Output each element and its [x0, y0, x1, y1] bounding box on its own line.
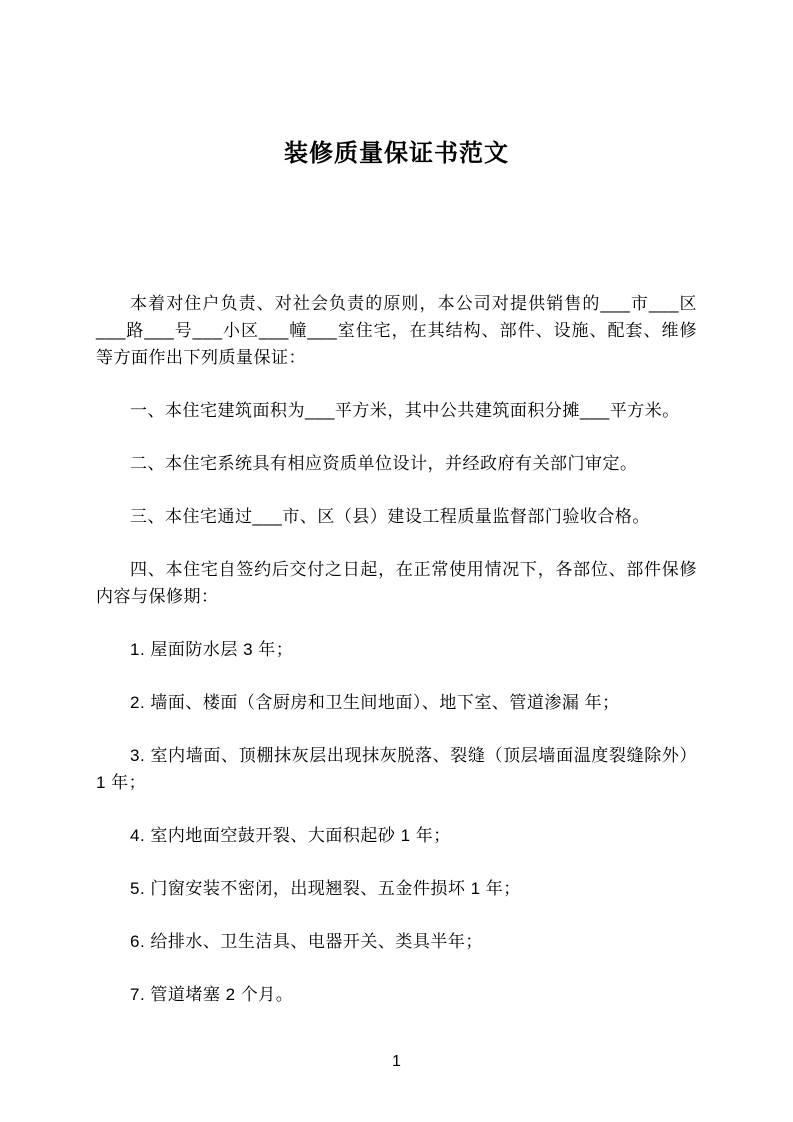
- list-item-4: 4. 室内地面空鼓开裂、大面积起砂 1 年；: [130, 826, 451, 845]
- document-title: 装修质量保证书范文: [284, 140, 509, 167]
- paragraph-clause-2: 二、本住宅系统具有相应资质单位设计，并经政府有关部门审定。: [130, 454, 638, 473]
- paragraph-clause-4: 四、本住宅自签约后交付之日起，在正常使用情况下，各部位、部件保修内容与保修期：: [96, 560, 697, 606]
- paragraph-intro: 本着对住户负责、对社会负责的原则，本公司对提供销售的___市___区___路___号___小区___幢___室住宅，在其结构、部件、设施、配套、维修等方面作出下列质量保证：: [96, 294, 697, 367]
- paragraph-clause-3: 三、本住宅通过___市、区（县）建设工程质量监督部门验收合格。: [130, 507, 650, 526]
- list-item-5: 5. 门窗安装不密闭，出现翘裂、五金件损坏 1 年；: [130, 879, 521, 898]
- list-item-2: 2. 墙面、楼面（含厨房和卫生间地面）、地下室、管道渗漏 年；: [130, 693, 620, 712]
- page-number: 1: [392, 1053, 401, 1070]
- list-item-7: 7. 管道堵塞 2 个月。: [130, 985, 294, 1004]
- paragraph-clause-1: 一、本住宅建筑面积为___平方米，其中公共建筑面积分摊___平方米。: [130, 401, 680, 420]
- list-item-1: 1. 屋面防水层 3 年；: [130, 640, 294, 659]
- list-item-3: 3. 室内墙面、顶棚抹灰层出现抹灰脱落、裂缝（顶层墙面温度裂缝除外）1 年；: [96, 746, 697, 792]
- list-item-6: 6. 给排水、卫生洁具、电器开关、类具半年；: [130, 932, 483, 951]
